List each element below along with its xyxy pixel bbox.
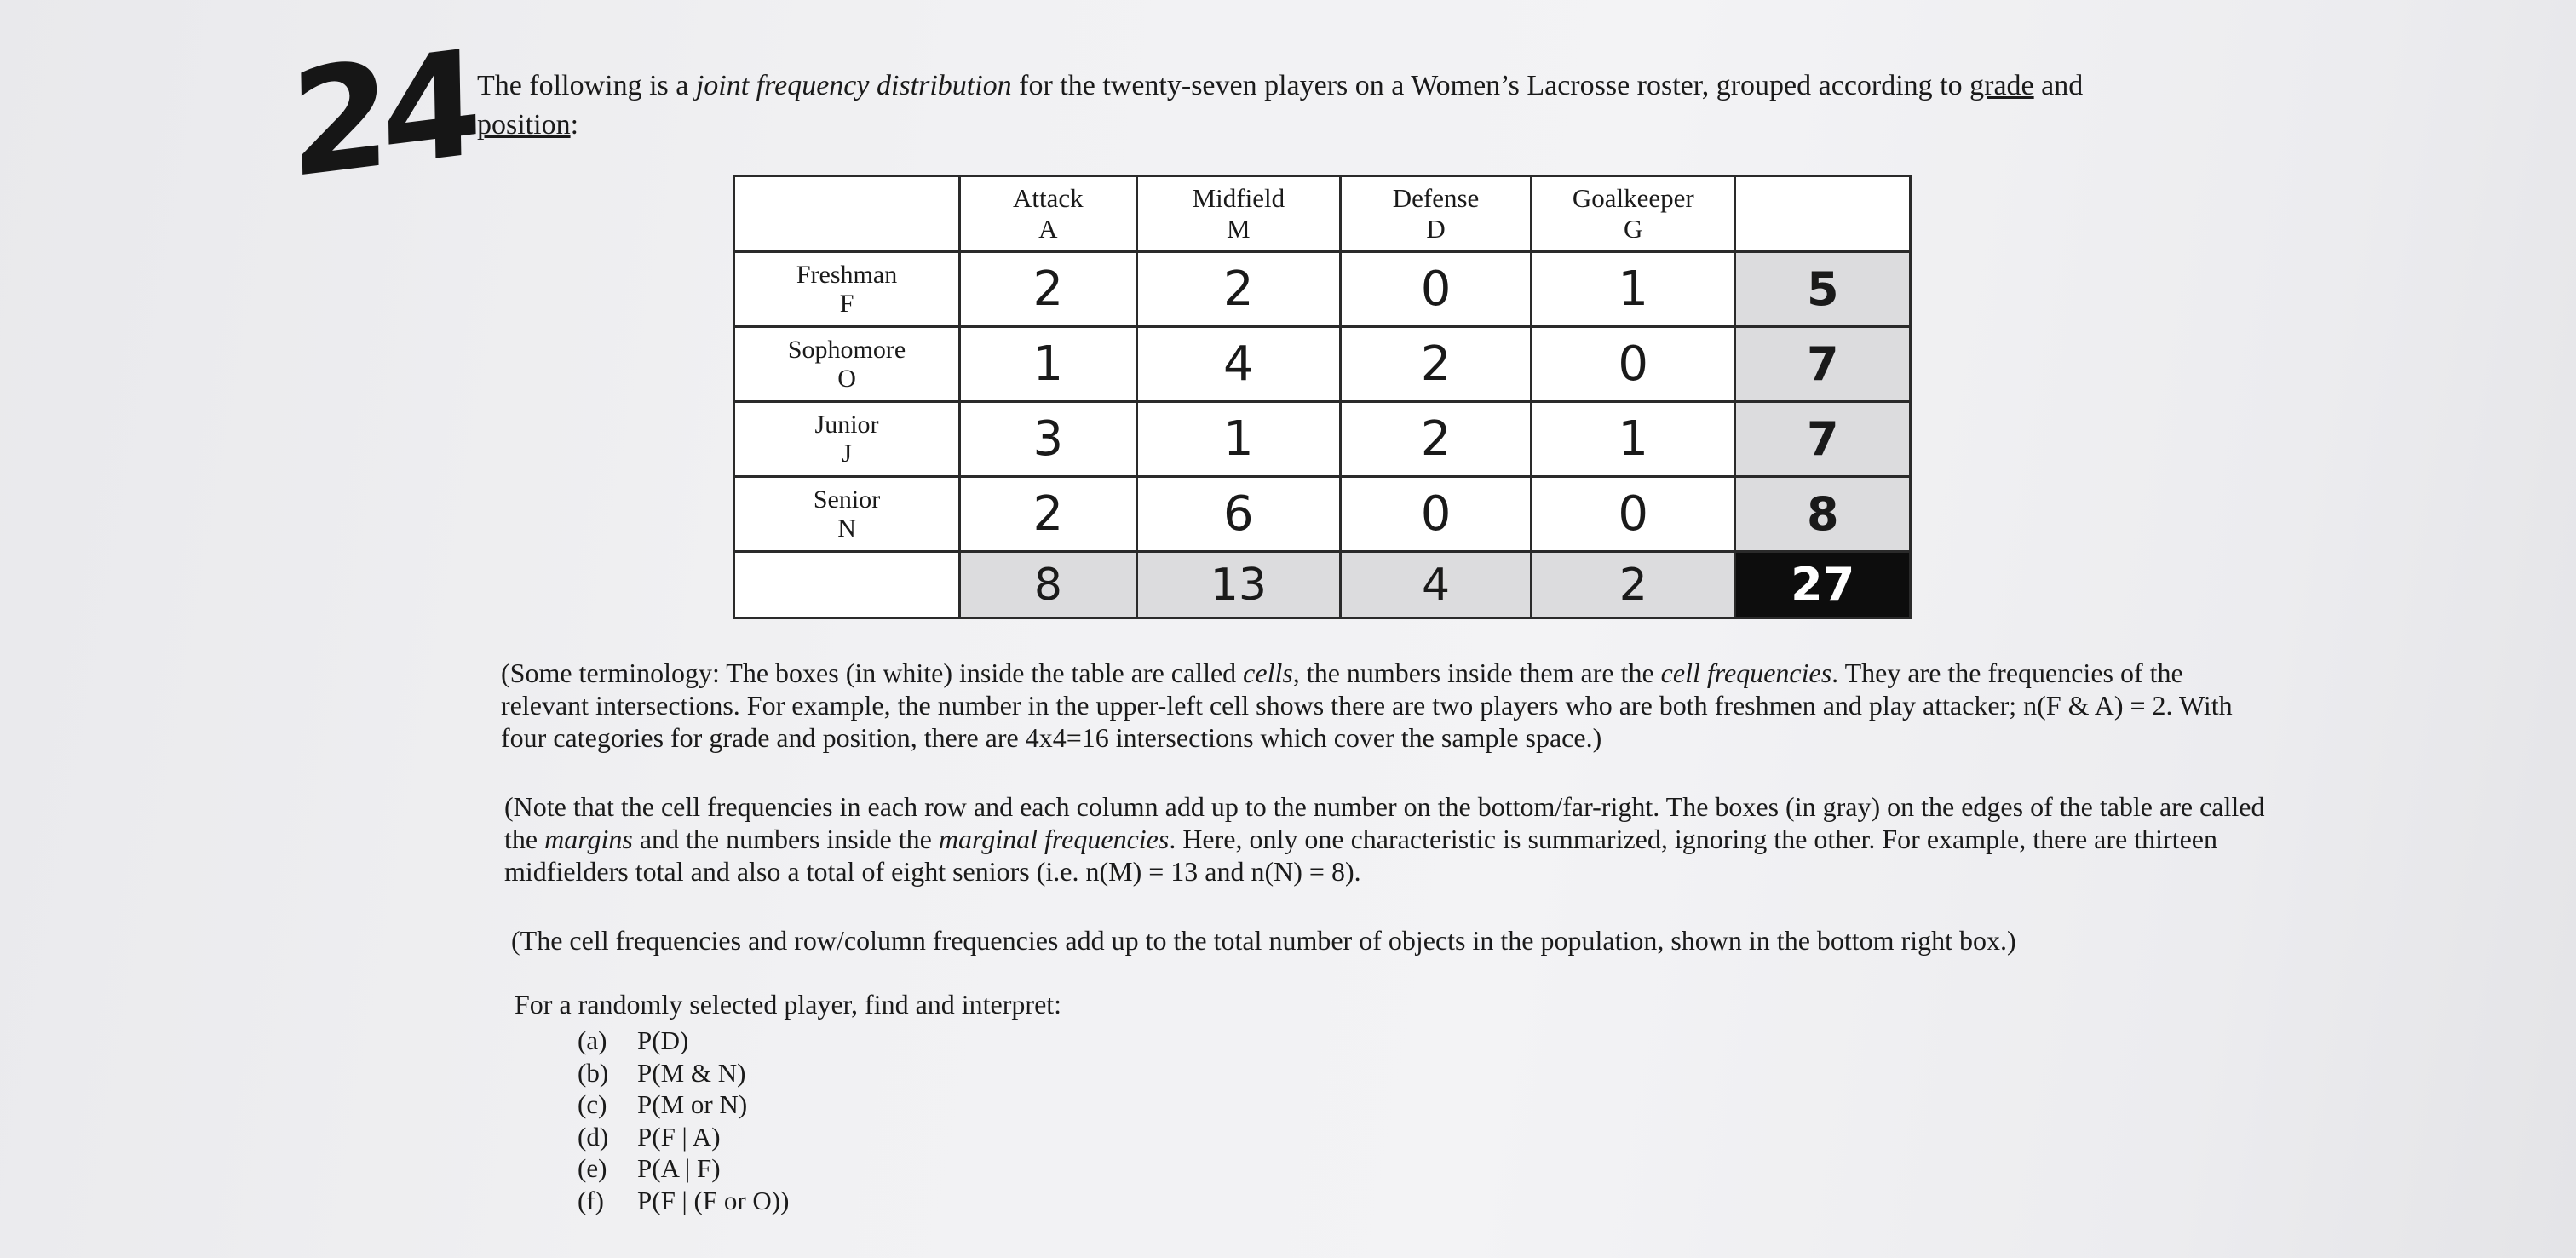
term-margins: margins [544,824,633,854]
cell-frequency: 0 [1532,327,1735,402]
cell-frequency: 0 [1532,477,1735,552]
question-prompt: For a randomly selected player, find and interpret: [515,989,1062,1020]
term-cells: cells [1243,658,1293,688]
table-row [734,252,1911,327]
cell-frequency: 4 [1136,327,1340,402]
cell-frequency: 2 [1136,252,1340,327]
intro-term-joint-frequency: joint frequency distribution [695,70,1012,101]
column-totals-row [734,552,1911,618]
table-row [734,327,1911,402]
cell-frequency: 2 [1341,402,1532,477]
intro-underlined-grade: grade [1969,70,2034,101]
cell-frequency: 0 [1341,252,1532,327]
term-marginal-frequencies: marginal frequencies [938,824,1170,854]
intro-underlined-position: position [477,109,571,141]
list-item: (a) P(D) [578,1025,689,1055]
row-marginal-total: 7 [1735,327,1911,402]
cell-frequency: 1 [1532,402,1735,477]
intro-text: The following is a [477,70,696,101]
table-row [734,402,1911,477]
row-marginal-total: 8 [1735,477,1911,552]
cell-frequency: 6 [1136,477,1340,552]
cell-frequency: 2 [1341,327,1532,402]
row-header-sophomore: Sophomore O [734,327,960,402]
column-header-goalkeeper: Goalkeeper G [1532,176,1735,252]
header-total-cell [1735,176,1911,252]
column-header-midfield: Midfield M [1136,176,1340,252]
cell-frequency: 0 [1341,477,1532,552]
question-list [578,1025,789,1216]
row-header-senior: Senior N [734,477,960,552]
cell-frequency: 1 [1532,252,1735,327]
column-marginal-total: 4 [1341,552,1532,618]
column-header-attack: Attack A [960,176,1137,252]
list-item: (d) P(F | A) [578,1121,721,1152]
row-header-junior: Junior J [734,402,960,477]
grand-total: 27 [1735,552,1911,618]
cell-frequency: 3 [960,402,1137,477]
term-cell-frequencies: cell frequencies [1660,658,1832,688]
terminology-paragraph: (Some terminology: The boxes (in white) inside the table are called cells, the numbers inside them are the cell frequencies. They are the frequencies of the relevant intersections. For example, the number in the upper-left cell shows there are two players who are both freshmen and play attacker; n(F & A) = 2. With four categories for grade and position, there are 4x4=16 intersections which cover the sample space.) [501,658,2233,753]
column-marginal-total: 2 [1532,552,1735,618]
row-header-freshman: Freshman F [734,252,960,327]
column-marginal-total: 13 [1136,552,1340,618]
intro-text: : [570,109,579,141]
list-item: (f) P(F | (F or O)) [578,1185,790,1215]
total-paragraph: (The cell frequencies and row/column frequencies add up to the total number of objects in the population, shown in the bottom right box.) [511,925,2016,956]
list-item: (b) P(M & N) [578,1057,746,1088]
note-paragraph: (Note that the cell frequencies in each row and each column add up to the number on the bottom/far-right. The boxes (in gray) on the edges of the table are called the margins and the numbers inside the marginal frequencies. Here, only one characteristic is summarized, ignoring the other. For example, there are thirteen midfielders total and also a total of eight seniors (i.e. n(M) = 13 and n(N) = 8). [504,791,2265,887]
intro-paragraph [477,66,2274,145]
intro-text: and [2033,70,2084,101]
cell-frequency: 1 [960,327,1137,402]
cell-frequency: 1 [1136,402,1340,477]
list-item: (e) P(A | F) [578,1153,721,1183]
list-item: (c) P(M or N) [578,1089,748,1119]
table-row [734,477,1911,552]
totals-label-cell [734,552,960,618]
cell-frequency: 2 [960,477,1137,552]
row-marginal-total: 7 [1735,402,1911,477]
handwritten-problem-number: 24 [289,19,475,211]
cell-frequency: 2 [960,252,1137,327]
joint-frequency-table [733,175,1912,619]
corner-cell [734,176,960,252]
intro-text: for the twenty-seven players on a Women’s Lacrosse roster, grouped according to [1011,70,1970,101]
row-marginal-total: 5 [1735,252,1911,327]
column-marginal-total: 8 [960,552,1137,618]
column-header-defense: Defense D [1341,176,1532,252]
